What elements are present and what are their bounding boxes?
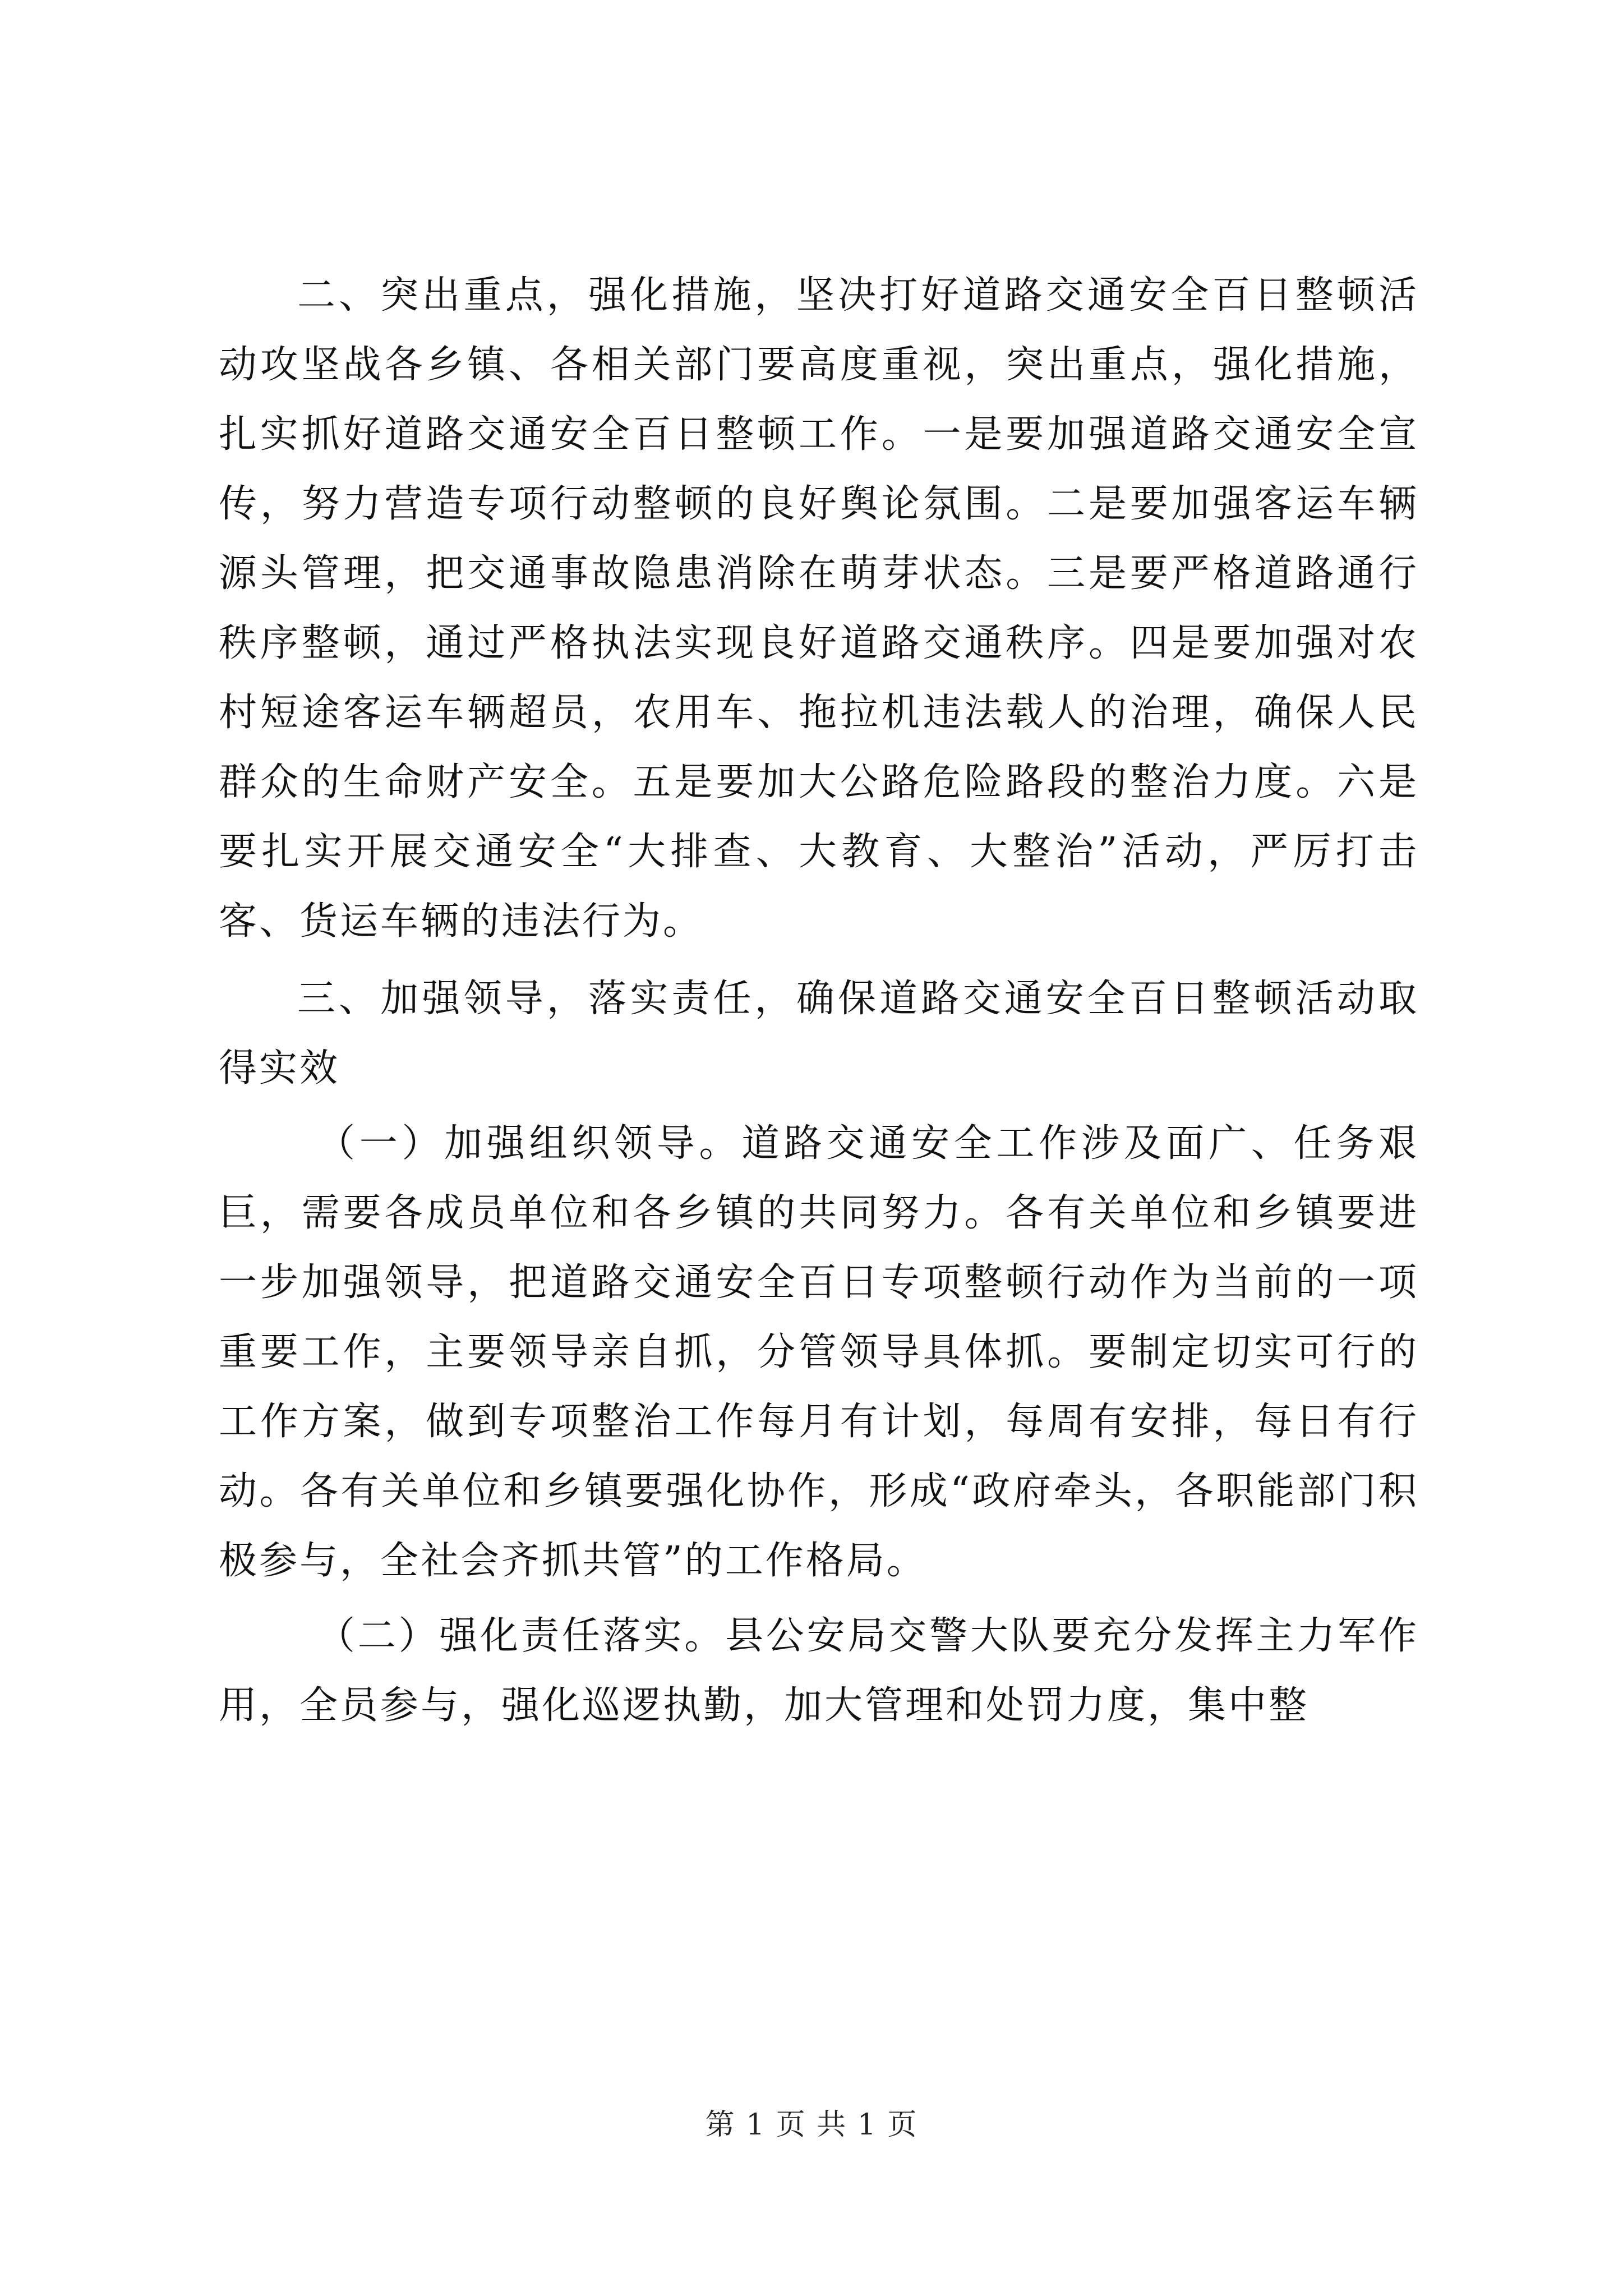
- paragraph-section-three-heading: 三、加强领导，落实责任，确保道路交通安全百日整顿活动取得实效: [219, 977, 1419, 1091]
- page-footer: 第 1 页 共 1 页: [705, 2108, 918, 2142]
- paragraph-subsection-two: （二）强化责任落实。县公安局交警大队要充分发挥主力军作用，全员参与，强化巡逻执勤，加大管理和处罚力度，集中整: [219, 1614, 1419, 1728]
- paragraph-subsection-one: （一）加强组织领导。道路交通安全工作涉及面广、任务艰巨，需要各成员单位和各乡镇的共同努力。各有关单位和乡镇要进一步加强领导，把道路交通安全百日专项整顿行动作为当前的一项重要工作，主要领导亲自抓，分管领导具体抓。要制定切实可行的工作方案，做到专项整治工作每月有计划，每周有安排，每日有行动。各有关单位和乡镇要强化协作，形成“政府牵头，各职能部门积极参与，全社会齐抓共管”的工作格局。: [219, 1121, 1419, 1583]
- document-body: [219, 261, 1419, 1741]
- paragraph-section-two: 二、突出重点，强化措施，坚决打好道路交通安全百日整顿活动攻坚战各乡镇、各相关部门要高度重视，突出重点，强化措施，扎实抓好道路交通安全百日整顿工作。一是要加强道路交通安全宣传，努力营造专项行动整顿的良好舆论氛围。二是要加强客运车辆源头管理，把交通事故隐患消除在萌芽状态。三是要严格道路通行秩序整顿，通过严格执法实现良好道路交通秩序。四是要加强对农村短途客运车辆超员，农用车、拖拉机违法载人的治理，确保人民群众的生命财产安全。五是要加大公路危险路段的整治力度。六是要扎实开展交通安全“大排查、大教育、大整治”活动，严厉打击客、货运车辆的违法行为。: [219, 273, 1419, 944]
